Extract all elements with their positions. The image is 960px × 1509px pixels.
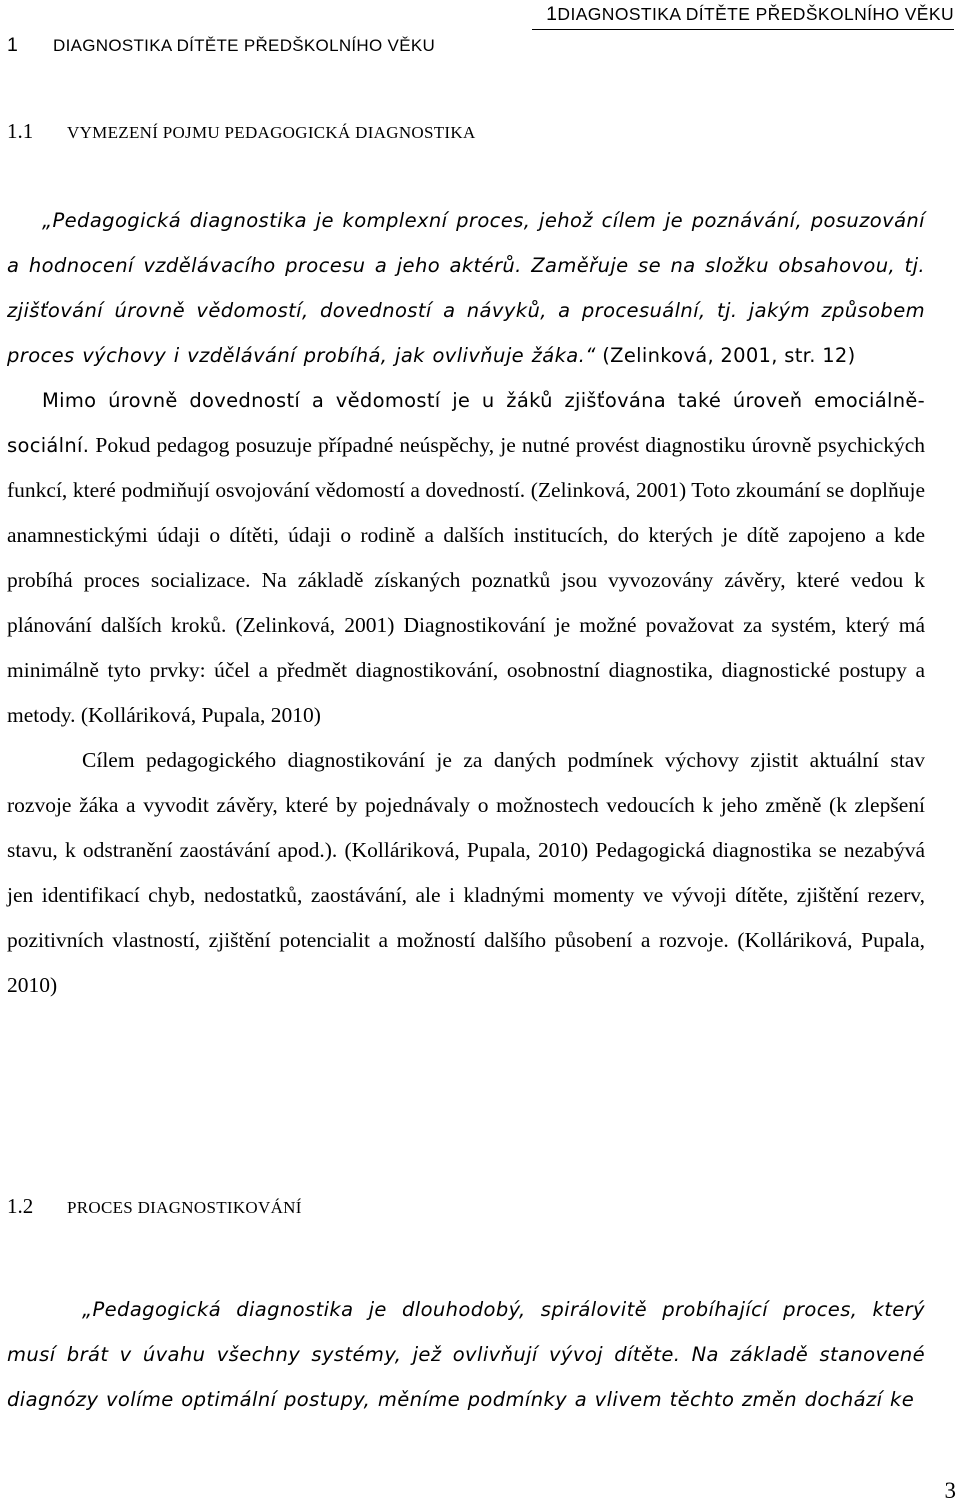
chapter-number: 1 [7, 34, 19, 56]
section-number: 1.1 [7, 119, 34, 143]
quote: „Pedagogická diagnostika je dlouhodobý, spirálovitě probíhající proces, který musí brát v úvahu všechny systémy, jež ovlivňují vývoj dítěte. Na základě stanovené diagnózy volíme optimální postupy, měníme podmínky a vlivem těchto změn dochází ke [7, 1298, 925, 1411]
chapter-heading [7, 34, 435, 57]
section-number: 1.2 [7, 1194, 34, 1218]
running-header-number: 1 [546, 3, 558, 25]
section-heading-1-2 [7, 1194, 302, 1219]
paragraph [7, 738, 925, 1008]
section-title: VYMEZENÍ POJMU PEDAGOGICKÁ DIAGNOSTIKA [67, 123, 476, 142]
paragraph-text: Cílem pedagogického diagnostikování je za daných podmínek výchovy zjistit aktuální stav rozvoje žáka a vyvodit závěry, které by pojednávaly o možnostech vedoucích k jeho změně (k zlepšení stavu, k odstranění zaostávání apod.). (Kolláriková, Pupala, 2010) Pedagogická diagnostika se nezabývá jen identifikací chyb, nedostatků, zaostávání, ale i kladnými momenty ve vývoji dítěte, zjištění rezerv, pozitivních vlastností, zjištění potencialit a možností dalšího působení a rozvoje. (Kolláriková, Pupala, 2010) [7, 748, 925, 997]
paragraph [7, 198, 925, 378]
quote: „Pedagogická diagnostika je komplexní proces, jehož cílem je poznávání, posuzování a hodnocení vzdělávacího procesu a jeho aktérů. Zaměřuje se na složku obsahovou, tj. zjišťování úrovně vědomostí, dovedností a návyků, a procesuální, tj. jakým způsobem proces výchovy i vzdělávání probíhá, jak ovlivňuje žáka.“ [7, 209, 925, 367]
paragraph [7, 1287, 925, 1422]
paragraph-lead: Mimo úrovně dovedností a vědomostí je u žáků zjišťována také úroveň emociálně-sociální. [7, 389, 925, 457]
chapter-title: DIAGNOSTIKA DÍTĚTE PŘEDŠKOLNÍHO VĚKU [53, 36, 436, 55]
section-heading-1-1 [7, 119, 476, 144]
section-1-2-body [7, 1287, 925, 1422]
running-header [532, 3, 954, 30]
section-title: PROCES DIAGNOSTIKOVÁNÍ [67, 1198, 302, 1217]
section-1-1-body [7, 198, 925, 1008]
running-header-title: DIAGNOSTIKA DÍTĚTE PŘEDŠKOLNÍHO VĚKU [557, 4, 954, 24]
paragraph [7, 378, 925, 738]
citation: (Zelinková, 2001, str. 12) [595, 344, 856, 367]
page-number: 3 [944, 1478, 956, 1503]
paragraph-text: Pokud pedagog posuzuje případné neúspěchy, je nutné provést diagnostiku úrovně psychických funkcí, které podmiňují osvojování vědomostí a dovedností. (Zelinková, 2001) Toto zkoumání se doplňuje anamnestickými údaji o dítěti, údaji o rodině a dalších institucích, do kterých je dítě zapojeno a kde probíhá proces socializace. Na základě získaných poznatků jsou vyvozovány závěry, které vedou k plánování dalších kroků. (Zelinková, 2001) Diagnostikování je možné považovat za systém, který má minimálně tyto prvky: účel a předmět diagnostikování, osobnostní diagnostika, diagnostické postupy a metody. (Kolláriková, Pupala, 2010) [7, 433, 925, 727]
